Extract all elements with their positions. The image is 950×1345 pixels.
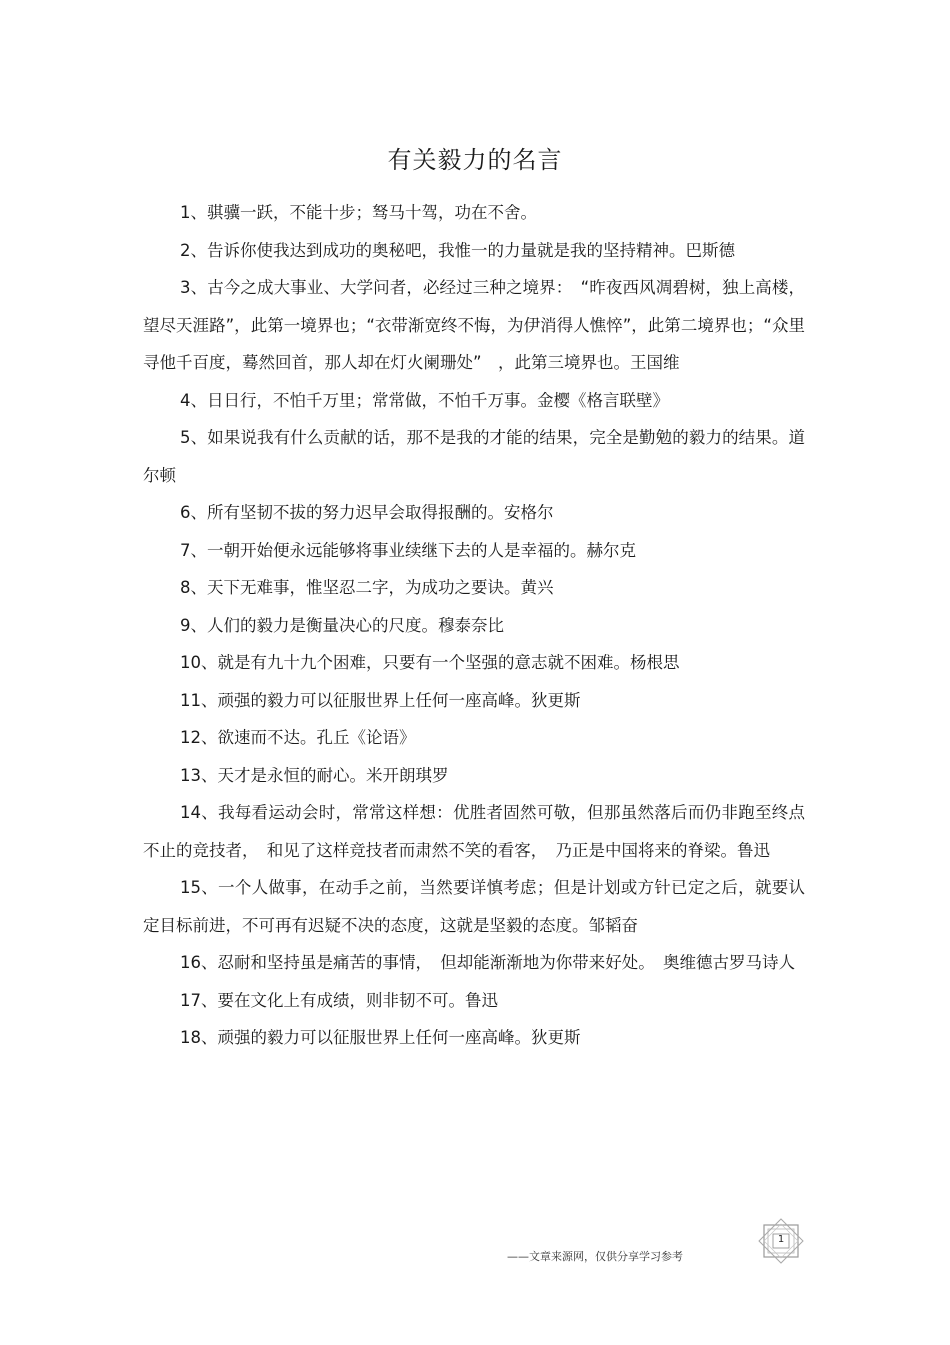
- quote-item: 8、天下无难事，惟坚忍二字，为成功之要诀。黄兴: [180, 578, 554, 597]
- quote-item: 5、如果说我有什么贡献的话，那不是我的才能的结果，完全是勤勉的毅力的结果。道尔顿: [143, 428, 805, 485]
- quote-item: 6、所有坚韧不拔的努力迟早会取得报酬的。安格尔: [180, 503, 554, 522]
- quote-item: 4、日日行，不怕千万里；常常做，不怕千万事。金樱《格言联壁》: [180, 390, 669, 410]
- page-number: 1: [777, 1234, 785, 1245]
- page-title: 有关毅力的名言: [387, 146, 563, 174]
- quote-item: 3、古今之成大事业、大学问者，必经过三种之境界： “昨夜西风凋碧树，独上高楼，望尽天涯路”，此第一境界也；“衣带渐宽终不悔，为伊消得人憔悴”，此第二境界也；“众里寻他千百度，蓦然回首，那人却在灯火阑珊处” ，此第三境界也。王国维: [143, 278, 805, 372]
- page-number-badge: [755, 1217, 807, 1265]
- quote-item: 13、天才是永恒的耐心。米开朗琪罗: [180, 765, 449, 785]
- quote-item: 17、要在文化上有成绩，则非韧不可。鲁迅: [180, 990, 498, 1010]
- quote-item: 11、顽强的毅力可以征服世界上任何一座高峰。狄更斯: [180, 690, 581, 710]
- quote-list: [143, 194, 805, 1057]
- quote-item: 10、就是有九十九个困难，只要有一个坚强的意志就不困难。杨根思: [180, 653, 680, 672]
- quote-item: 1、骐骥一跃，不能十步；驽马十驾，功在不舍。: [180, 203, 537, 222]
- quote-item: 7、一朝开始便永远能够将事业续继下去的人是幸福的。赫尔克: [180, 540, 636, 560]
- quote-item: 16、忍耐和坚持虽是痛苦的事情， 但却能渐渐地为你带来好处。 奥维德古罗马诗人: [180, 953, 795, 972]
- quote-item: 12、欲速而不达。孔丘《论语》: [180, 728, 416, 747]
- quote-item: 2、告诉你使我达到成功的奥秘吧，我惟一的力量就是我的坚持精神。巴斯德: [180, 240, 735, 260]
- quote-item: 9、人们的毅力是衡量决心的尺度。穆泰奈比: [180, 615, 504, 635]
- quote-item: 15、一个人做事，在动手之前，当然要详慎考虑；但是计划或方针已定之后，就要认定目标前进，不可再有迟疑不决的态度，这就是坚毅的态度。邹韬奋: [143, 878, 805, 935]
- quote-item: 14、我每看运动会时，常常这样想：优胜者固然可敬，但那虽然落后而仍非跑至终点不止的竞技者， 和见了这样竞技者而肃然不笑的看客， 乃正是中国将来的脊梁。鲁迅: [143, 803, 805, 860]
- footer-source-note: ——文章来源网，仅供分享学习参考: [507, 1250, 683, 1263]
- quote-item: 18、顽强的毅力可以征服世界上任何一座高峰。狄更斯: [180, 1028, 581, 1047]
